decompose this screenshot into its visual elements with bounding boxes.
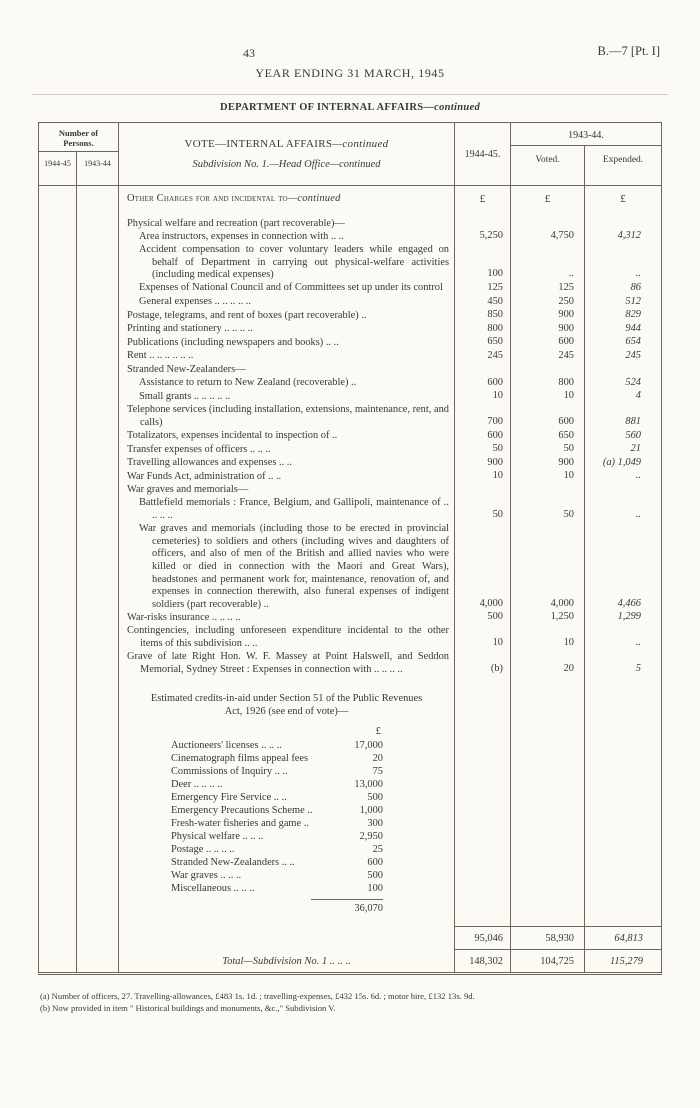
total-expended: 115,279 — [585, 949, 661, 972]
persons-cell-empty — [77, 676, 119, 926]
column-header-1944-45 — [455, 123, 511, 185]
charge-row-estimate: (b) — [455, 651, 511, 677]
expended-cell-empty — [585, 676, 661, 926]
total-voted: 104,725 — [511, 949, 585, 972]
subdivision-title: Subdivision No. 1.—Head Office—continued — [192, 159, 381, 170]
charge-row-estimate: 500 — [455, 611, 511, 625]
charge-row-estimate: 850 — [455, 309, 511, 323]
persons-cell-empty — [77, 949, 119, 972]
charge-row-expended — [585, 217, 661, 230]
department-heading-main: DEPARTMENT OF INTERNAL AFFAIRS — [219, 102, 424, 113]
persons-cell-1944-45 — [39, 217, 77, 230]
persons-cell-empty — [39, 676, 77, 926]
credit-item-amount: 13,000 — [354, 779, 383, 791]
column-subheaders-1943-44 — [511, 146, 661, 185]
charge-row-estimate: 10 — [455, 470, 511, 484]
credits-row — [39, 676, 661, 926]
persons-cell-empty — [39, 949, 77, 972]
persons-cell-1943-44 — [77, 336, 119, 350]
persons-cell-1944-45 — [39, 350, 77, 364]
persons-cell-1944-45 — [39, 282, 77, 296]
persons-cell-1944-45 — [39, 336, 77, 350]
charge-row-voted: 800 — [511, 377, 585, 391]
section-header — [119, 186, 455, 217]
charge-row-estimate: 10 — [455, 625, 511, 651]
table-header — [39, 123, 661, 186]
charge-row-label: Small grants .. .. .. .. .. — [119, 390, 455, 404]
charge-row-estimate: 50 — [455, 497, 511, 523]
credit-item-label: Miscellaneous .. .. .. — [171, 883, 255, 895]
voted-cell-empty — [511, 676, 585, 926]
column-header-voted: Voted. — [511, 146, 585, 185]
persons-cell-1944-45 — [39, 443, 77, 457]
charge-row-voted: 600 — [511, 336, 585, 350]
persons-cell-1944-45 — [39, 497, 77, 523]
charge-row-label: Expenses of National Council and of Committees set up under its control — [119, 282, 455, 296]
credit-item-amount: 600 — [367, 857, 383, 869]
charge-row-label: Contingencies, including unforeseen expenditure incidental to the other items of this subdivision .. .. — [119, 625, 455, 651]
charge-row-voted: 10 — [511, 390, 585, 404]
subtotal-label-empty — [119, 926, 455, 949]
persons-cell-1944-45 — [39, 377, 77, 391]
charge-row-expended: 524 — [625, 376, 641, 388]
charge-row-voted: 10 — [511, 470, 585, 484]
charge-row-label: War graves and memorials— — [119, 484, 455, 497]
persons-cell-empty — [39, 186, 77, 217]
charge-row-expended: 4,466 — [617, 597, 641, 609]
section-row — [39, 186, 661, 217]
charge-row-voted: 900 — [511, 457, 585, 471]
currency-symbol: £ — [455, 186, 511, 217]
section-header-continued: —continued — [287, 193, 341, 204]
persons-cell-1943-44 — [77, 364, 119, 377]
persons-cell-1943-44 — [77, 282, 119, 296]
persons-cell-1943-44 — [77, 350, 119, 364]
footnote-a: (a) Number of officers, 27. Travelling-allowances, £483 1s. 1d. ; travelling-expenses, £432 15s. 6d. ; motor hire, £132 13s. 9d. — [40, 991, 475, 1002]
charge-row-label: Telephone services (including installation, extensions, maintenance, rent, and calls) — [119, 404, 455, 430]
persons-cell-1944-45 — [39, 430, 77, 444]
persons-cell-1943-44 — [77, 430, 119, 444]
persons-cell-1943-44 — [77, 497, 119, 523]
charge-row-voted: 4,750 — [511, 230, 585, 244]
credit-item-label: Cinematograph films appeal fees — [171, 753, 309, 765]
charge-row-estimate: 50 — [455, 443, 511, 457]
credit-item — [171, 856, 383, 869]
persons-cell-1943-44 — [77, 470, 119, 484]
persons-cell-1944-45 — [39, 244, 77, 282]
charge-row-voted: 245 — [511, 350, 585, 364]
persons-cell-1943-44 — [77, 443, 119, 457]
charge-row-label: Battlefield memorials : France, Belgium, and Gallipoli, maintenance of .. .. .. .. — [119, 497, 455, 523]
subtotal-expended: 64,813 — [585, 926, 661, 949]
credit-item-amount: 100 — [367, 883, 383, 895]
vote-title — [119, 138, 454, 150]
persons-header-title: Number of Persons. — [39, 123, 118, 152]
charge-row-estimate — [455, 217, 511, 230]
credit-item-label: Emergency Precautions Scheme .. — [171, 805, 313, 817]
persons-cell-1944-45 — [39, 457, 77, 471]
credits-heading: Estimated credits-in-aid under Section 51 of the Public Revenues Act, 1926 (see end of vote)— — [150, 693, 423, 718]
persons-cell-1944-45 — [39, 390, 77, 404]
credit-item — [171, 791, 383, 804]
credit-item-label: Postage .. .. .. .. — [171, 844, 235, 856]
charge-row-expended: .. — [635, 509, 641, 521]
persons-cell-1944-45 — [39, 309, 77, 323]
charge-row-expended: 245 — [625, 349, 641, 361]
credit-item — [171, 830, 383, 843]
charge-row-label: Accident compensation to cover voluntary leaders while engaged on behalf of Department in carrying out physical-welfare activities (including medical expenses) — [119, 244, 455, 282]
currency-symbol: £ — [620, 193, 626, 205]
vote-table — [38, 122, 662, 975]
charge-row-label: Printing and stationery .. .. .. .. — [119, 323, 455, 337]
charge-row-voted: 250 — [511, 296, 585, 310]
credit-item-amount: 2,950 — [359, 831, 383, 843]
credit-item — [171, 882, 383, 895]
charge-row-expended: .. — [635, 470, 641, 482]
credit-item — [171, 765, 383, 778]
persons-header — [39, 123, 119, 185]
charge-row-label: General expenses .. .. .. .. .. — [119, 296, 455, 310]
charge-row-estimate: 600 — [455, 430, 511, 444]
persons-cell-1944-45 — [39, 230, 77, 244]
charge-row-label: War-risks insurance .. .. .. .. — [119, 611, 455, 625]
credit-item-amount: 20 — [372, 753, 383, 765]
persons-cell-1943-44 — [77, 230, 119, 244]
credit-item-label: Physical welfare .. .. .. — [171, 831, 264, 843]
credit-item-label: War graves .. .. .. — [171, 870, 242, 882]
charge-row-estimate: 900 — [455, 457, 511, 471]
charge-row-estimate: 600 — [455, 377, 511, 391]
charge-row-voted: 10 — [511, 625, 585, 651]
charge-row-label: Area instructors, expenses in connection with .. .. — [119, 230, 455, 244]
credit-item-label: Fresh-water fisheries and game .. — [171, 818, 309, 830]
charges-body — [39, 217, 661, 676]
persons-cell-1944-45 — [39, 651, 77, 677]
charge-row-expended: 654 — [625, 336, 641, 348]
credit-item-amount: 500 — [367, 792, 383, 804]
credits-total: 36,070 — [354, 903, 383, 915]
charge-row-label: Travelling allowances and expenses .. .. — [119, 457, 455, 471]
vote-title-main: VOTE—INTERNAL AFFAIRS — [184, 138, 333, 150]
charge-row-expended: 4 — [635, 390, 641, 402]
credit-item — [171, 778, 383, 791]
charge-row-voted: 50 — [511, 443, 585, 457]
charge-row-expended: 1,299 — [617, 611, 641, 623]
charge-row-expended: .. — [635, 637, 641, 648]
persons-cell-1943-44 — [77, 296, 119, 310]
charge-row-voted: 600 — [511, 404, 585, 430]
credit-item-label: Stranded New-Zealanders .. .. — [171, 857, 295, 869]
persons-cell-empty — [39, 926, 77, 949]
charge-row-voted: 50 — [511, 497, 585, 523]
charge-row-estimate — [455, 364, 511, 377]
page-number: 43 — [243, 46, 255, 60]
credit-item-label: Emergency Fire Service .. .. — [171, 792, 287, 804]
charge-row-voted — [511, 484, 585, 497]
persons-cell-1943-44 — [77, 523, 119, 612]
charge-row-estimate: 450 — [455, 296, 511, 310]
charge-row-estimate: 650 — [455, 336, 511, 350]
persons-cell-empty — [77, 186, 119, 217]
page-title: YEAR ENDING 31 MARCH, 1945 — [255, 66, 445, 80]
charge-row-label: Publications (including newspapers and books) .. .. — [119, 336, 455, 350]
credit-item-label: Deer .. .. .. .. — [171, 779, 223, 791]
charge-row-label: Transfer expenses of officers .. .. .. — [119, 443, 455, 457]
charge-row-expended: 512 — [625, 295, 641, 307]
charge-row-expended: 829 — [625, 309, 641, 321]
persons-cell-empty — [77, 926, 119, 949]
charge-row-voted: 125 — [511, 282, 585, 296]
charge-row-label: Postage, telegrams, and rent of boxes (part recoverable) .. — [119, 309, 455, 323]
charge-row-label: War Funds Act, administration of .. .. — [119, 470, 455, 484]
credit-item-label: Commissions of Inquiry .. .. — [171, 766, 288, 778]
doc-reference: B.—7 [Pt. I] — [597, 44, 660, 58]
credit-item — [171, 739, 383, 752]
charge-row-expended: 4,312 — [617, 230, 641, 242]
charge-row-label: Totalizators, expenses incidental to inspection of .. — [119, 430, 455, 444]
charge-row-expended: .. — [635, 268, 641, 280]
persons-cell-1943-44 — [77, 323, 119, 337]
charge-row-expended: 881 — [625, 415, 641, 427]
credit-item-amount: 300 — [367, 818, 383, 830]
persons-cell-1944-45 — [39, 625, 77, 651]
vote-header — [119, 123, 455, 185]
persons-cell-1944-45 — [39, 404, 77, 430]
credit-item — [171, 843, 383, 856]
persons-cell-1943-44 — [77, 651, 119, 677]
charge-row-label: Physical welfare and recreation (part recoverable)— — [119, 217, 455, 230]
persons-cell-1944-45 — [39, 364, 77, 377]
department-heading-continued: —continued — [423, 102, 481, 113]
section-header-main: Other Charges for and incidental to — [127, 193, 288, 204]
column-group-1943-44 — [511, 123, 661, 185]
charge-row-voted: 1,250 — [511, 611, 585, 625]
charge-row-label: Grave of late Right Hon. W. F. Massey at Point Halswell, and Seddon Memorial, Sydney Street : Expenses in connection with .. .. .. .. — [119, 651, 455, 677]
total-estimate: 148,302 — [455, 949, 511, 972]
charge-row-estimate — [455, 484, 511, 497]
subtotal-estimate: 95,046 — [455, 926, 511, 949]
subtotal-row — [39, 926, 661, 949]
column-header-expended: Expended. — [602, 155, 644, 165]
charge-row-voted — [511, 217, 585, 230]
charge-row-expended: (a) 1,049 — [602, 456, 641, 468]
vote-title-continued: —continued — [332, 138, 389, 150]
credit-item-amount: 500 — [367, 870, 383, 882]
charge-row-voted: 4,000 — [511, 523, 585, 612]
credits-list — [171, 739, 383, 895]
charge-row-voted: .. — [511, 244, 585, 282]
charge-row-voted: 20 — [511, 651, 585, 677]
charge-row-estimate: 245 — [455, 350, 511, 364]
column-header-1943-44: 1943-44. — [511, 123, 661, 146]
charge-row-voted: 650 — [511, 430, 585, 444]
charge-row-estimate: 10 — [455, 390, 511, 404]
charge-row-label: Stranded New-Zealanders— — [119, 364, 455, 377]
persons-cell-1944-45 — [39, 323, 77, 337]
credit-item-amount: 25 — [372, 844, 383, 856]
charge-row-expended — [585, 484, 661, 497]
persons-cell-1943-44 — [77, 377, 119, 391]
persons-cell-1943-44 — [77, 244, 119, 282]
credit-item-amount: 1,000 — [359, 805, 383, 817]
department-heading — [0, 102, 700, 113]
charge-row-expended — [585, 364, 661, 377]
persons-header-years — [39, 152, 118, 185]
charge-row-expended: 86 — [630, 281, 641, 293]
persons-cell-1944-45 — [39, 296, 77, 310]
persons-year-1943-44: 1943-44 — [84, 159, 111, 168]
charge-row-expended: 944 — [625, 322, 641, 334]
charge-row-label: War graves and memorials (including those to be erected in provincial cemeteries) to soldiers and others (including wives and daughters of officers, and also of men of the British and allied navies who were killed or died in connection with the Maori and Great Wars), headstones and permanent work for, maintenance, renovation of, and expenses in connection therewith, also funeral expenses of indigent soldiers (part recoverable) .. — [119, 523, 455, 612]
persons-cell-1943-44 — [77, 309, 119, 323]
persons-cell-1943-44 — [77, 217, 119, 230]
credits-currency-symbol: £ — [375, 726, 381, 738]
persons-cell-1943-44 — [77, 484, 119, 497]
column-header-1944-45-label: 1944-45. — [464, 148, 501, 160]
persons-cell-1944-45 — [39, 484, 77, 497]
credits-block — [119, 676, 455, 926]
charge-row-estimate: 4,000 — [455, 523, 511, 612]
subtotal-voted: 58,930 — [511, 926, 585, 949]
persons-cell-1944-45 — [39, 470, 77, 484]
persons-cell-1944-45 — [39, 523, 77, 612]
credit-item — [171, 817, 383, 830]
currency-symbol: £ — [511, 186, 585, 217]
credit-item-amount: 75 — [372, 766, 383, 778]
charge-row-expended: 560 — [625, 429, 641, 441]
footnote-b: (b) Now provided in item " Historical buildings and monuments, &c.," Subdivision V. — [40, 1003, 336, 1014]
credit-item-label: Auctioneers' licenses .. .. .. — [171, 740, 282, 752]
footnotes — [40, 990, 664, 1014]
charge-row-label: Rent .. .. .. .. .. .. — [119, 350, 455, 364]
persons-cell-1943-44 — [77, 404, 119, 430]
charge-row-estimate: 700 — [455, 404, 511, 430]
persons-cell-1943-44 — [77, 390, 119, 404]
charge-row-estimate: 5,250 — [455, 230, 511, 244]
charge-row-expended: 21 — [630, 443, 641, 455]
charge-row-voted: 900 — [511, 323, 585, 337]
persons-cell-1943-44 — [77, 625, 119, 651]
persons-cell-1944-45 — [39, 611, 77, 625]
credit-item — [171, 752, 383, 765]
credit-item-amount: 17,000 — [354, 740, 383, 752]
charge-row-estimate: 800 — [455, 323, 511, 337]
persons-cell-1943-44 — [77, 457, 119, 471]
credits-total-rule — [311, 899, 383, 900]
charge-row-estimate: 125 — [455, 282, 511, 296]
charge-row-voted — [511, 364, 585, 377]
estimate-cell-empty — [455, 676, 511, 926]
charge-row-label: Assistance to return to New Zealand (recoverable) .. — [119, 377, 455, 391]
charge-row-expended: 5 — [635, 662, 641, 674]
header-rule — [32, 94, 668, 95]
credit-item — [171, 869, 383, 882]
total-row — [39, 949, 661, 972]
persons-year-1944-45: 1944-45 — [39, 152, 77, 185]
total-label: Total—Subdivision No. 1 .. .. .. — [119, 949, 455, 972]
charge-row-voted: 900 — [511, 309, 585, 323]
persons-cell-1943-44 — [77, 611, 119, 625]
charge-row-estimate: 100 — [455, 244, 511, 282]
credit-item — [171, 804, 383, 817]
